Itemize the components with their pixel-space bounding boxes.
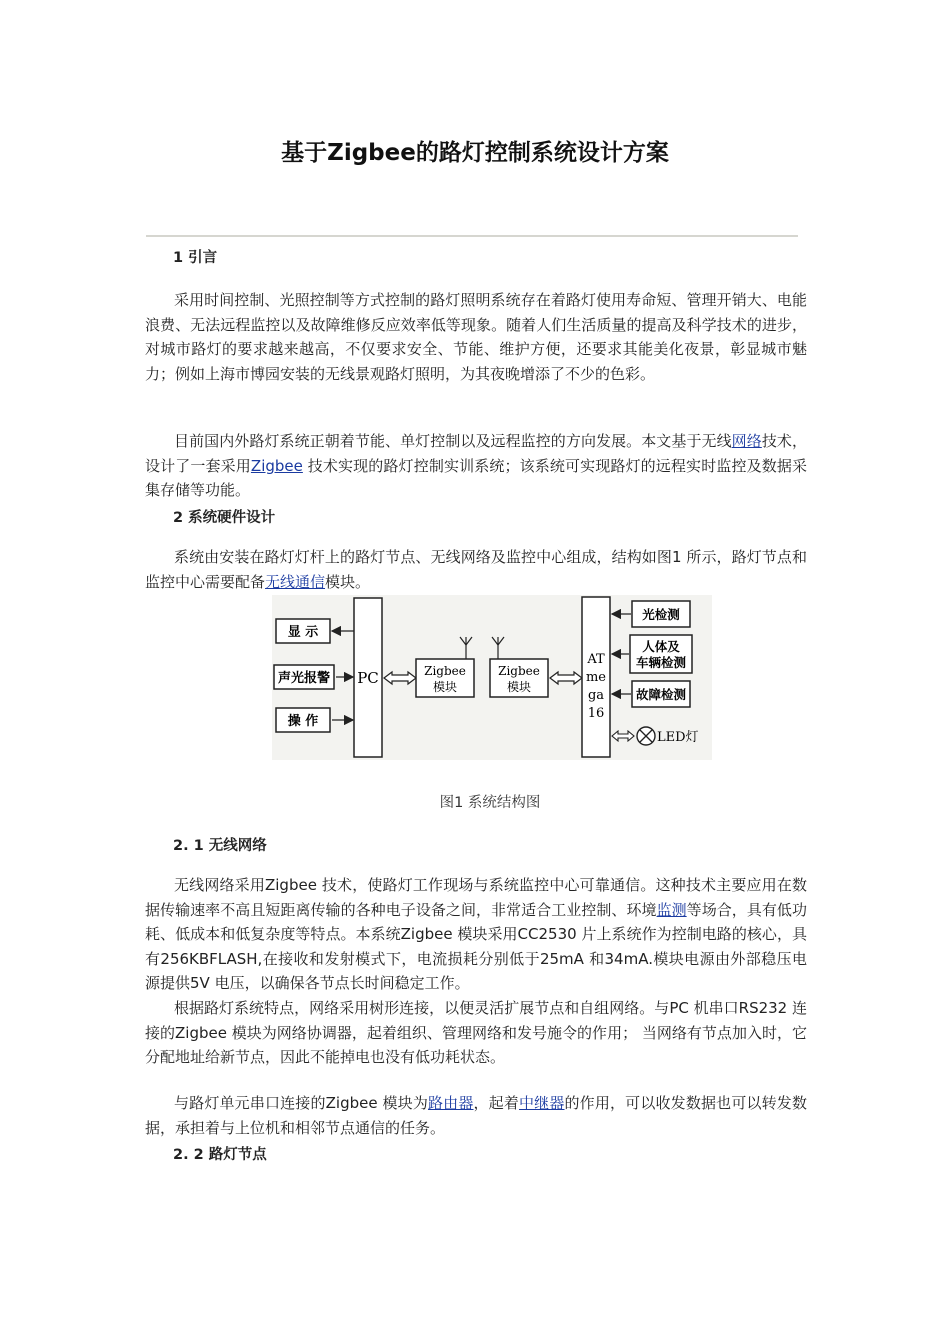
zigbee1-line1: Zigbee [424,664,466,678]
paragraph-text: ，起着 [473,1094,520,1112]
paragraph-text: 技术，设计了一套采用 [145,432,807,475]
section-heading-intro: 1 引言 [173,250,218,266]
link-monitoring[interactable]: 监测 [656,900,687,919]
body-detect-label: 人体及 [642,639,680,654]
paragraph-text: 技术实现的路灯控制实训系统；该系统可实现路灯的远程实时监控及数据采集存储等功能。 [145,456,807,500]
display-block [276,619,330,643]
paragraph-text: 目前国内外路灯系统正朝着节能、单灯控制以及远程监控的方向发展。本文基于无线 [174,432,732,450]
link-wireless-comm[interactable]: 无线通信 [265,572,326,591]
zigbee1-line2: 模块 [432,680,458,694]
alarm-label: 声光报警 [277,671,331,686]
link-router[interactable]: 路由器 [428,1094,474,1112]
display-label: 显 示 [287,625,319,640]
system-structure-diagram [272,595,712,760]
body-vehicle-detect-block [630,635,692,673]
section-heading-lamp-node: 2. 2 路灯节点 [173,1147,267,1163]
mcu-line1: AT [587,652,605,667]
light-detect-block [632,601,690,627]
paragraph-trend [145,429,807,503]
pc-block [354,598,382,757]
section-heading-hardware: 2 系统硬件设计 [173,510,276,526]
operate-label: 操 作 [287,714,319,729]
mcu-line2: me [585,670,607,685]
page-title: 基于Zigbee的路灯控制系统设计方案 [281,140,669,166]
led-lamp-icon [637,727,655,745]
paragraph-text: 等场合，具有低功耗、低成本和低复杂度等特点。本系统Zigbee 模块采用CC2530 片上系统作为控制电路的核心，具有256KBFLASH,在接收和发射模式下，电流损耗分别低于25mA 和34mA.模块电源由外部稳压电源提供5V 电压，以确保各节点长时间稳定工作。 [145,900,807,993]
paragraph-text: 的作用，可以收发数据也可以转发数据，承担着与上位机和相邻节点通信的任务。 [145,1094,807,1137]
alarm-block [274,665,334,689]
fault-detect-label: 故障检测 [635,687,687,702]
paragraph-wireless [145,873,807,996]
link-network[interactable]: 网络 [731,432,762,450]
paragraph-system [145,545,807,594]
zigbee2-line1: Zigbee [498,664,540,678]
paragraph-topology: 根据路灯系统特点，网络采用树形连接，以便灵活扩展节点和自组网络。与PC 机串口RS232 连接的Zigbee 模块为网络协调器，起着组织、管理网络和发号施令的作用； 当网络有节点加入时，它分配地址给新节点，因此不能掉电也没有低功耗状态。 [145,999,807,1067]
figure-caption: 图1 系统结构图 [439,795,541,811]
title-divider [146,235,798,237]
paragraph-router [145,1091,807,1140]
paragraph-intro: 采用时间控制、光照控制等方式控制的路灯照明系统存在着路灯使用寿命短、管理开销大、电能浪费、无法远程监控以及故障维修反应效率低等现象。随着人们生活质量的提高及科学技术的进步，对城市路灯的要求越来越高，不仅要求安全、节能、维护方便，还要求其能美化夜景，彰显城市魅力；例如上海市博园安装的无线景观路灯照明，为其夜晚增添了不少的色彩。 [145,291,807,383]
light-detect-label: 光检测 [642,607,680,622]
paragraph-text: 无线网络采用Zigbee 技术，使路灯工作现场与系统监控中心可靠通信。这种技术主要应用在数据传输速率不高且短距离传输的各种电子设备之间，非常适合工业控制、环境 [145,876,807,919]
paragraph-text: 与路灯单元串口连接的Zigbee 模块为 [174,1094,429,1112]
pc-label: PC [357,669,379,687]
mcu-block [582,597,610,757]
zigbee2-line2: 模块 [506,680,532,694]
section-heading-wireless: 2. 1 无线网络 [173,838,267,854]
led-label: LED灯 [657,730,699,745]
mcu-line4: 16 [587,706,605,721]
mcu-line3: ga [587,688,605,703]
operate-block [276,708,330,732]
paragraph-text: 模块。 [325,572,371,591]
paragraph-text: 系统由安装在路灯灯杆上的路灯节点、无线网络及监控中心组成，结构如图1 所示，路灯节点和监控中心需要配备 [145,548,807,591]
link-repeater[interactable]: 中继器 [519,1094,565,1112]
vehicle-detect-label: 车辆检测 [635,655,687,670]
link-zigbee[interactable]: Zigbee [250,456,303,475]
fault-detect-block [632,681,690,707]
